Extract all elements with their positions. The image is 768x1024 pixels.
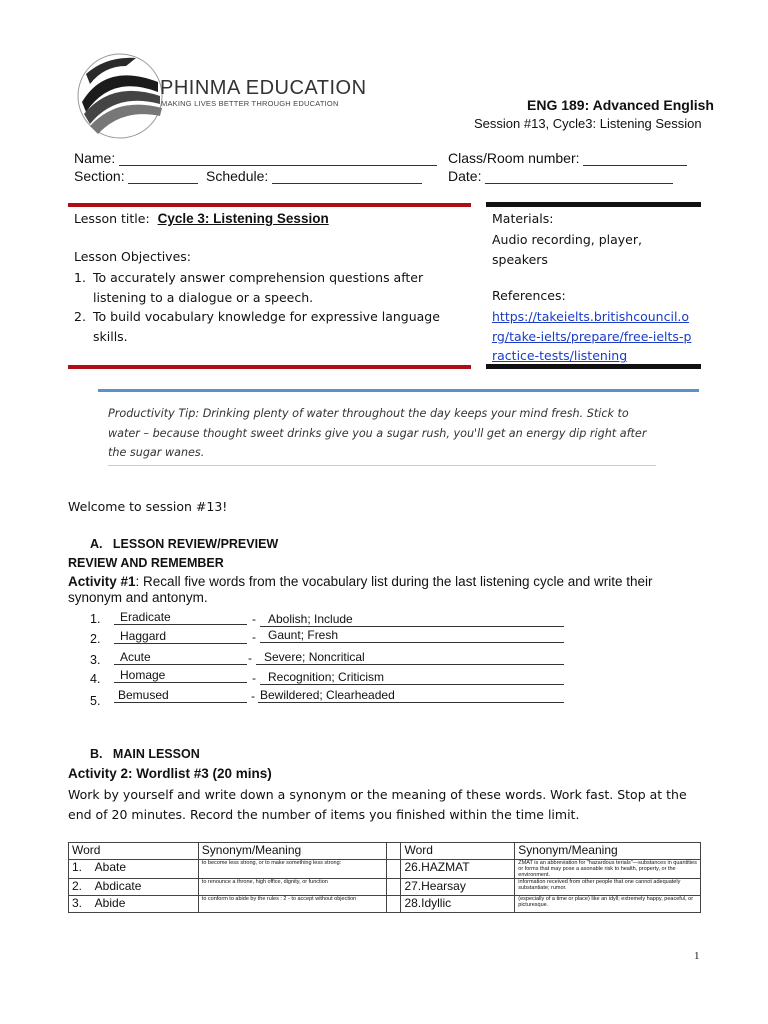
table-word-cell[interactable]: 26.HAZMAT (401, 860, 515, 879)
activity-2-title: Activity 2: Wordlist #3 (20 mins) (68, 766, 272, 781)
vocab-item-4 (90, 672, 100, 686)
schedule-label: Schedule: (206, 168, 269, 184)
section-label: Section: (74, 168, 125, 184)
vocab-word-5[interactable] (114, 688, 247, 703)
materials-label: Materials: (492, 211, 554, 226)
vocab-dash: - (251, 689, 255, 703)
lesson-title-label: Lesson title: (74, 211, 150, 226)
vocab-word-text: Acute (120, 650, 151, 664)
activity-1-text (68, 574, 704, 606)
table-meaning-cell[interactable]: to conform to abide by the rules : 2 - to accept without objection (198, 896, 387, 913)
vocab-num: 3. (90, 653, 101, 667)
schedule-blank (272, 169, 422, 184)
vocab-item-2 (90, 632, 100, 646)
objective-1 (74, 268, 464, 307)
table-spacer (387, 843, 401, 860)
header-meaning-1: Synonym/Meaning (198, 843, 387, 860)
objective-2-num: 2. (74, 309, 86, 324)
table-spacer (387, 896, 401, 913)
vocab-word-4[interactable] (114, 668, 247, 683)
schedule-field[interactable] (206, 168, 422, 184)
page-number: 1 (694, 950, 700, 962)
section-field[interactable] (74, 168, 198, 184)
table-meaning-cell[interactable]: information received from other people that one cannot adequately substantiate; rumor. (515, 879, 701, 896)
vocab-word-text: Eradicate (120, 610, 171, 624)
vocab-answer-4[interactable] (260, 670, 564, 685)
vocab-num: 5. (90, 694, 101, 708)
activity-2-instructions: Work by yourself and write down a synonym or the meaning of these words. Work fast. Stop at the end of 20 minutes. Record the number of items you finished within the time limit. (68, 787, 687, 822)
lesson-title-value: Cycle 3: Listening Session (157, 211, 329, 226)
vocab-answer-5[interactable] (258, 688, 564, 703)
brand-name: PHINMA EDUCATION (160, 77, 367, 99)
name-field[interactable] (74, 150, 437, 166)
table-word-cell[interactable]: 28.Idyllic (401, 896, 515, 913)
vocab-dash: - (252, 612, 256, 626)
header-meaning-2: Synonym/Meaning (515, 843, 701, 860)
date-blank (485, 169, 673, 184)
section-a-subheading: REVIEW AND REMEMBER (68, 556, 224, 570)
table-meaning-cell[interactable]: (especially of a time or place) like an idyll; extremely happy, peaceful, or picturesque. (515, 896, 701, 913)
objective-2-text: To build vocabulary knowledge for expressive language skills. (93, 309, 440, 344)
logo-emblem-icon (76, 52, 164, 140)
header-word-1: Word (69, 843, 199, 860)
table-header-row (69, 843, 701, 860)
vocab-word-text: Haggard (120, 629, 167, 643)
vocab-dash: - (252, 630, 256, 644)
references-link[interactable]: https://takeielts.britishcouncil.org/take-ielts/prepare/free-ielts-practice-tests/listening (492, 309, 692, 363)
activity-1-label: Activity #1 (68, 574, 136, 589)
vocab-num: 2. (90, 632, 101, 646)
phinma-logo (76, 52, 164, 140)
vocab-word-text: Homage (120, 668, 166, 682)
table-meaning-cell[interactable]: ZMAT is an abbreviation for "hazardous terials"—substances in quantities or forms that may pose a asonable risk to health, property, or the environment. (515, 860, 701, 879)
vocab-dash: - (248, 651, 252, 665)
activity-1-instructions: : Recall five words from the vocabulary list during the last listening cycle and write their synonym and antonym. (68, 574, 653, 605)
vocab-dash: - (252, 671, 256, 685)
section-b-heading: B. MAIN LESSON (90, 747, 200, 761)
objective-2 (74, 307, 464, 346)
vocab-word-2[interactable] (114, 629, 247, 644)
classroom-field[interactable] (448, 150, 687, 166)
vocab-word-3[interactable] (114, 650, 247, 665)
vocab-answer-text: Gaunt; Fresh (268, 628, 339, 642)
red-bottom-rule (68, 365, 471, 369)
objectives-label: Lesson Objectives: (74, 249, 191, 264)
vocab-word-1[interactable] (114, 610, 247, 625)
vocab-word-text: Bemused (118, 688, 169, 702)
table-word-cell[interactable]: 27.Hearsay (401, 879, 515, 896)
name-label: Name: (74, 150, 116, 166)
table-spacer (387, 860, 401, 879)
materials-text: Audio recording, player, speakers (492, 232, 642, 267)
table-row (69, 860, 701, 879)
session-title: Session #13, Cycle3: Listening Session (474, 116, 702, 131)
vocab-item-3 (90, 653, 100, 667)
date-field[interactable] (448, 168, 673, 184)
table-row (69, 896, 701, 913)
references-label: References: (492, 288, 566, 303)
wordlist-table (68, 842, 701, 913)
table-word-cell[interactable]: 3. Abide (69, 896, 199, 913)
tip-top-rule (98, 389, 699, 392)
table-word-cell[interactable]: 1. Abate (69, 860, 199, 879)
classroom-blank (583, 151, 687, 166)
welcome-text: Welcome to session #13! (68, 499, 228, 514)
objective-1-text: To accurately answer comprehension questions after listening to a dialogue or a speech. (93, 270, 424, 305)
vocab-answer-1[interactable] (260, 612, 564, 627)
course-title: ENG 189: Advanced English (527, 97, 714, 113)
table-word-cell[interactable]: 2. Abdicate (69, 879, 199, 896)
header-word-2: Word (401, 843, 515, 860)
lesson-title-row (74, 211, 329, 226)
vocab-num: 1. (90, 612, 101, 626)
productivity-tip: Productivity Tip: Drinking plenty of water throughout the day keeps your mind fresh. Stick to water – because thought sweet drinks give you a sugar rush, you'll get an energy dip right after the sugar wanes. (108, 404, 656, 466)
brand-tagline: MAKING LIVES BETTER THROUGH EDUCATION (161, 99, 339, 108)
name-blank (119, 151, 437, 166)
table-meaning-cell[interactable]: to renounce a throne, high office, dignity, or function (198, 879, 387, 896)
vocab-answer-text: Abolish; Include (268, 612, 353, 626)
vocab-num: 4. (90, 672, 101, 686)
objective-1-num: 1. (74, 270, 86, 285)
black-top-rule (486, 202, 701, 207)
vocab-answer-2[interactable] (260, 628, 564, 643)
vocab-item-5 (90, 694, 100, 708)
date-label: Date: (448, 168, 482, 184)
vocab-answer-text: Severe; Noncritical (264, 650, 365, 664)
table-meaning-cell[interactable]: to become less strong, or to make something less strong: (198, 860, 387, 879)
classroom-label: Class/Room number: (448, 150, 580, 166)
vocab-answer-text: Bewildered; Clearheaded (260, 688, 395, 702)
table-row (69, 879, 701, 896)
section-blank (128, 169, 198, 184)
vocab-answer-text: Recognition; Criticism (268, 670, 385, 684)
red-top-rule (68, 203, 471, 207)
vocab-item-1 (90, 612, 100, 626)
section-a-heading: A. LESSON REVIEW/PREVIEW (90, 537, 279, 551)
table-spacer (387, 879, 401, 896)
vocab-answer-3[interactable] (256, 650, 564, 665)
